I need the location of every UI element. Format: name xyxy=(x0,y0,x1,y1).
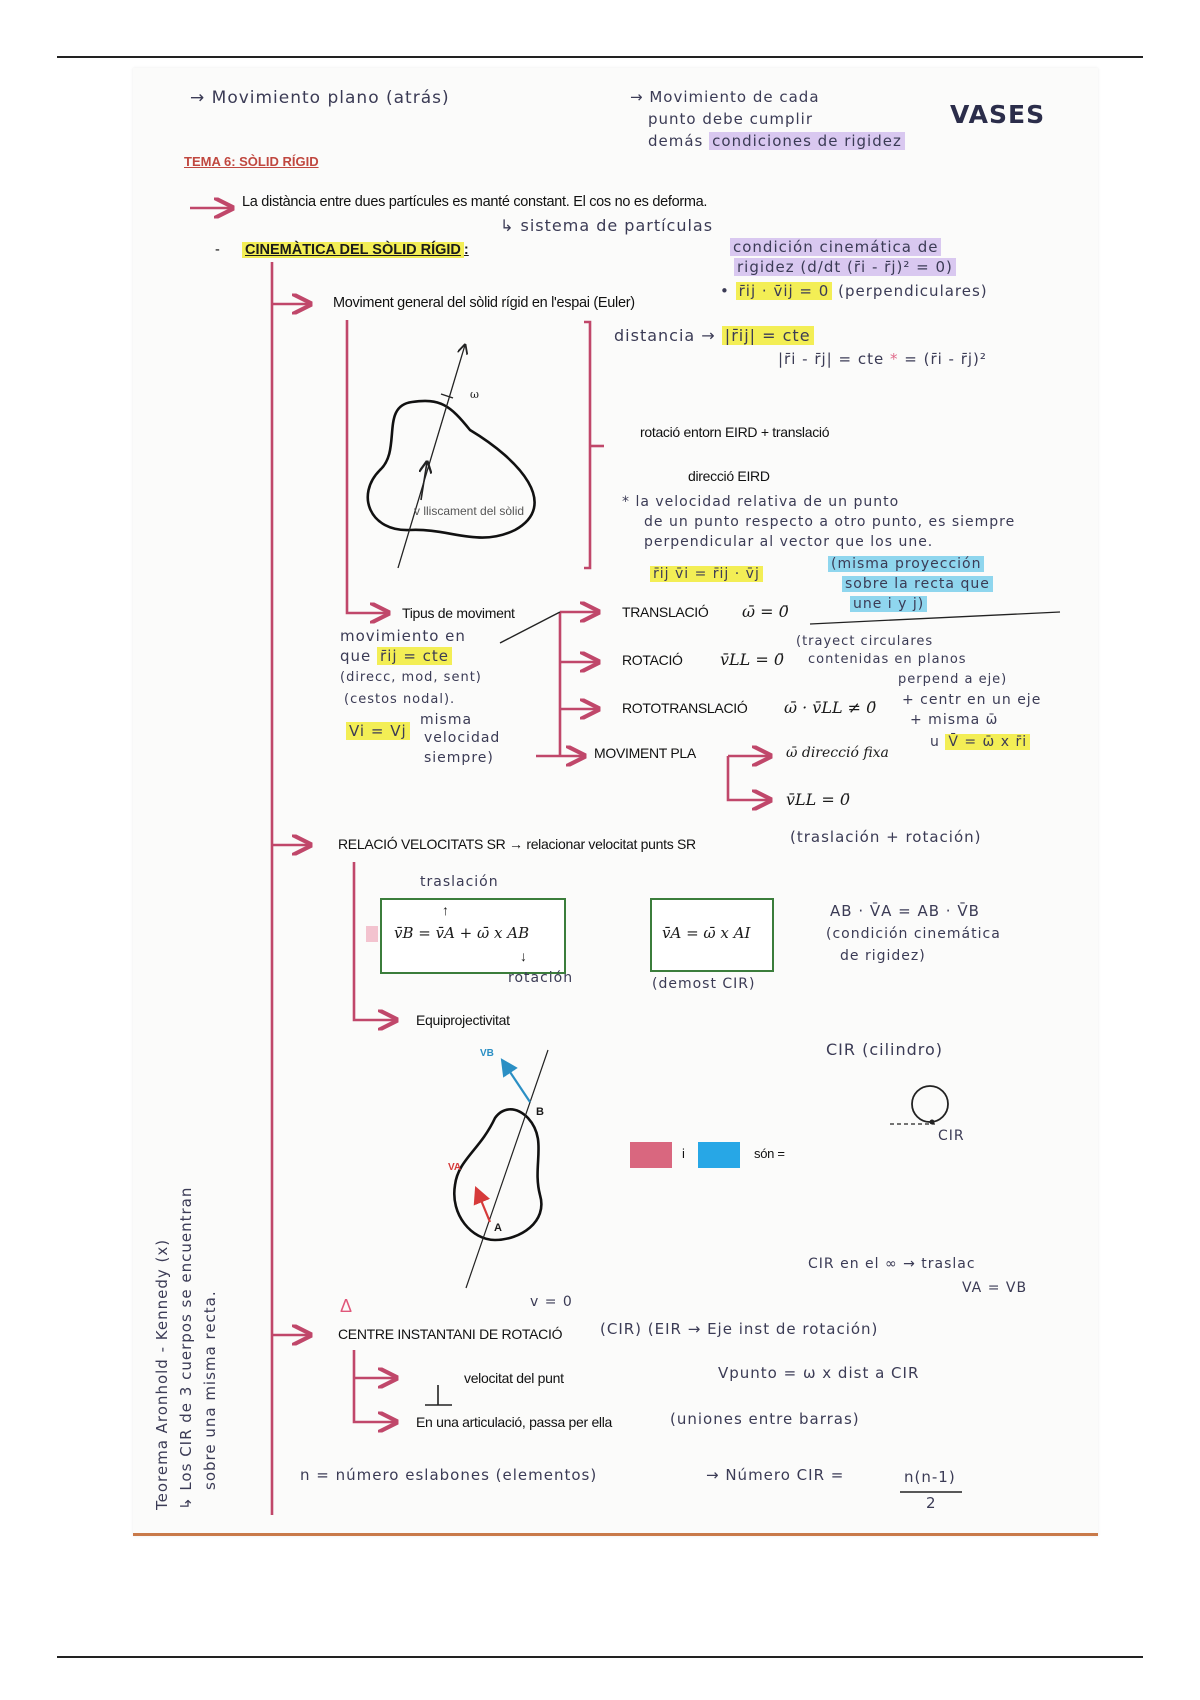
header-right-note-3: demás condiciones de rigidez xyxy=(648,132,905,150)
velocity-formula-box xyxy=(380,898,566,974)
vi-vj-note-2: velocidad xyxy=(424,730,501,746)
cir-infinity-note: CIR en el ∞ → traslac xyxy=(808,1256,976,1272)
vi-vj: Vi = Vj xyxy=(346,722,410,740)
translation-arrow-up: ↑ xyxy=(442,902,449,918)
movement-note-3: (direcc, mod, sent) xyxy=(340,670,482,685)
type-plane-motion: MOVIMENT PLA xyxy=(594,745,696,761)
equiprojectivity-note-1: (condición cinemática xyxy=(826,926,1001,942)
relative-velocity-note-1: * la velocidad relativa de un punto xyxy=(622,494,900,510)
distance-note-2: |r̄i - r̄j| = cte * = (r̄i - r̄j)² xyxy=(778,350,987,368)
rotation-text: rotació entorn EIRD + translació xyxy=(640,424,830,440)
distance-note: distancia → |r̄ij| = cte xyxy=(614,326,814,345)
omega-label: ω xyxy=(470,388,479,401)
cir-point-label: CIR xyxy=(938,1128,965,1144)
vb-label: VB xyxy=(480,1048,494,1059)
rigid-condition-line3: • r̄ij · v̄ij = 0 (perpendiculares) xyxy=(720,282,988,300)
translation-formula: ω̄ = 0̄ xyxy=(742,602,789,621)
cir-sub1-note: Vpunto = ω x dist a CIR xyxy=(718,1364,920,1382)
rigid-condition-line2: rigidez (d/dt (r̄i - r̄j)² = 0) xyxy=(734,258,956,276)
header-right-note-2: punto debe cumplir xyxy=(648,110,814,128)
direction-text: direcció EIRD xyxy=(688,468,770,484)
va-equals-vb: VA = VB xyxy=(962,1280,1028,1296)
vi-vj-note-3: siempre) xyxy=(424,750,494,766)
fraction-numerator: n(n-1) xyxy=(904,1468,956,1486)
slip-label: v lliscament del sòlid xyxy=(414,504,525,518)
pink-marker xyxy=(366,926,378,942)
kennedy-line-2: ↳ Los CIR de 3 cuerpos se encuentran xyxy=(177,1186,195,1510)
triangle-mark: Δ xyxy=(340,1296,353,1316)
projection-note-2: sobre la recta que xyxy=(842,576,993,592)
and-label: i xyxy=(682,1146,685,1161)
blue-swatch xyxy=(698,1142,740,1168)
cir-formula-note: (demost CIR) xyxy=(652,976,756,992)
equal-label: són = xyxy=(754,1146,785,1161)
intro-text: La distància entre dues partícules es manté constant. El cos no es deforma. xyxy=(242,194,708,210)
rotation-arrow-down: ↓ xyxy=(520,948,527,964)
relative-velocity-note-2: de un punto respecto a otro punto, es siempre xyxy=(644,514,1016,530)
velocities-label: RELACIÓ VELOCITATS SR → relacionar velocitat punts SR xyxy=(338,836,696,852)
equiprojectivity-label: Equiprojectivitat xyxy=(416,1012,510,1028)
kennedy-theorem-note xyxy=(150,1187,222,1510)
rotacion-label: rotación xyxy=(508,970,574,986)
projection-note-3: une i y j) xyxy=(850,596,927,612)
rotation-formula: v̄LL = 0̄ xyxy=(720,650,785,669)
cir-sub2: En una articulació, passa per ella xyxy=(416,1414,613,1430)
type-translation: TRANSLACIÓ xyxy=(622,604,709,620)
rototranslation-formula: ω̄ · v̄LL ≠ 0̄ xyxy=(784,698,877,717)
vi-vj-note-1: misma xyxy=(420,712,473,728)
movement-note-4: (cestos nodal). xyxy=(344,692,456,707)
point-a-label: A xyxy=(494,1222,502,1234)
type-rotation: ROTACIÓ xyxy=(622,652,683,668)
intro-note: ↳ sistema de partículas xyxy=(500,216,714,235)
rotation-note-4: + centr en un eje xyxy=(902,692,1042,708)
rigid-condition-line1: condición cinemática de xyxy=(730,238,941,256)
rotation-note-3: perpend a eje) xyxy=(898,672,1008,687)
velocities-note: (traslación + rotación) xyxy=(790,828,982,846)
rotation-velocity-formula: u V̄ = ω̄ x r̄i xyxy=(930,734,1030,750)
section-bullet: - xyxy=(215,242,220,258)
movement-note-2: que r̄ij = cte xyxy=(340,647,452,665)
equiprojectivity-note-2: de rigidez) xyxy=(840,948,926,964)
fraction-denominator: 2 xyxy=(926,1494,937,1512)
section-title: CINEMÀTICA DEL SÒLID RÍGID : xyxy=(242,242,469,258)
links-count-note: n = número eslabones (elementos) xyxy=(300,1466,598,1484)
projection-formula: r̄ij v̄i = r̄ij · v̄j xyxy=(650,566,763,582)
rigidity-conditions-highlight: condiciones de rigidez xyxy=(709,132,905,150)
topic-title: TEMA 6: SÒLID RÍGID xyxy=(184,154,319,169)
euler-label: Moviment general del sòlid rígid en l'espai (Euler) xyxy=(333,295,635,311)
va-label: VA xyxy=(448,1162,462,1173)
cir-sub2-note: (uniones entre barras) xyxy=(670,1410,860,1428)
brand-logo: VASES xyxy=(950,100,1046,129)
kennedy-line-3: sobre una misma recta. xyxy=(201,1290,219,1490)
rotation-note-2: contenidas en planos xyxy=(808,652,967,667)
header-right-note-1: → Movimiento de cada xyxy=(630,88,820,106)
point-b-label: B xyxy=(536,1106,544,1118)
projection-note-1: (misma proyección xyxy=(828,556,984,572)
type-rototranslation: ROTOTRANSLACIÓ xyxy=(622,700,748,716)
plane-motion-formula: ω̄ direcció fixa xyxy=(786,745,889,761)
zero-velocity-note: v = 0 xyxy=(530,1294,573,1310)
cir-label: CENTRE INSTANTANI DE ROTACIÓ xyxy=(338,1326,563,1342)
movement-note-1: movimiento en xyxy=(340,627,466,645)
relative-velocity-note-3: perpendicular al vector que los une. xyxy=(644,534,934,550)
kennedy-line-1: Teorema Aronhold - Kennedy (x) xyxy=(153,1238,171,1510)
rotation-note-5: + misma ω̄ xyxy=(910,712,999,728)
header-left-note: → Movimiento plano (atrás) xyxy=(190,88,450,108)
equiprojectivity-formula: AB · V̄A = AB · V̄B xyxy=(830,902,980,920)
pink-swatch xyxy=(630,1142,672,1168)
plane-motion-second: v̄LL = 0̄ xyxy=(786,790,851,809)
cir-cylinder-note: CIR (cilindro) xyxy=(826,1040,944,1059)
traslacion-label: traslación xyxy=(420,874,499,890)
cir-sub1: velocitat del punt xyxy=(464,1370,564,1386)
cir-formula-box xyxy=(650,898,774,972)
movement-types-label: Tipus de moviment xyxy=(402,605,515,621)
rotation-note-1: (trayect circulares xyxy=(796,634,934,649)
velocity-formula: v̄B = v̄A + ω̄ x AB xyxy=(394,924,530,942)
cir-formula: v̄A = ω̄ x AI xyxy=(662,924,751,942)
cir-count-note: → Número CIR = xyxy=(706,1466,845,1484)
cir-note: (CIR) (EIR → Eje inst de rotación) xyxy=(600,1320,879,1338)
